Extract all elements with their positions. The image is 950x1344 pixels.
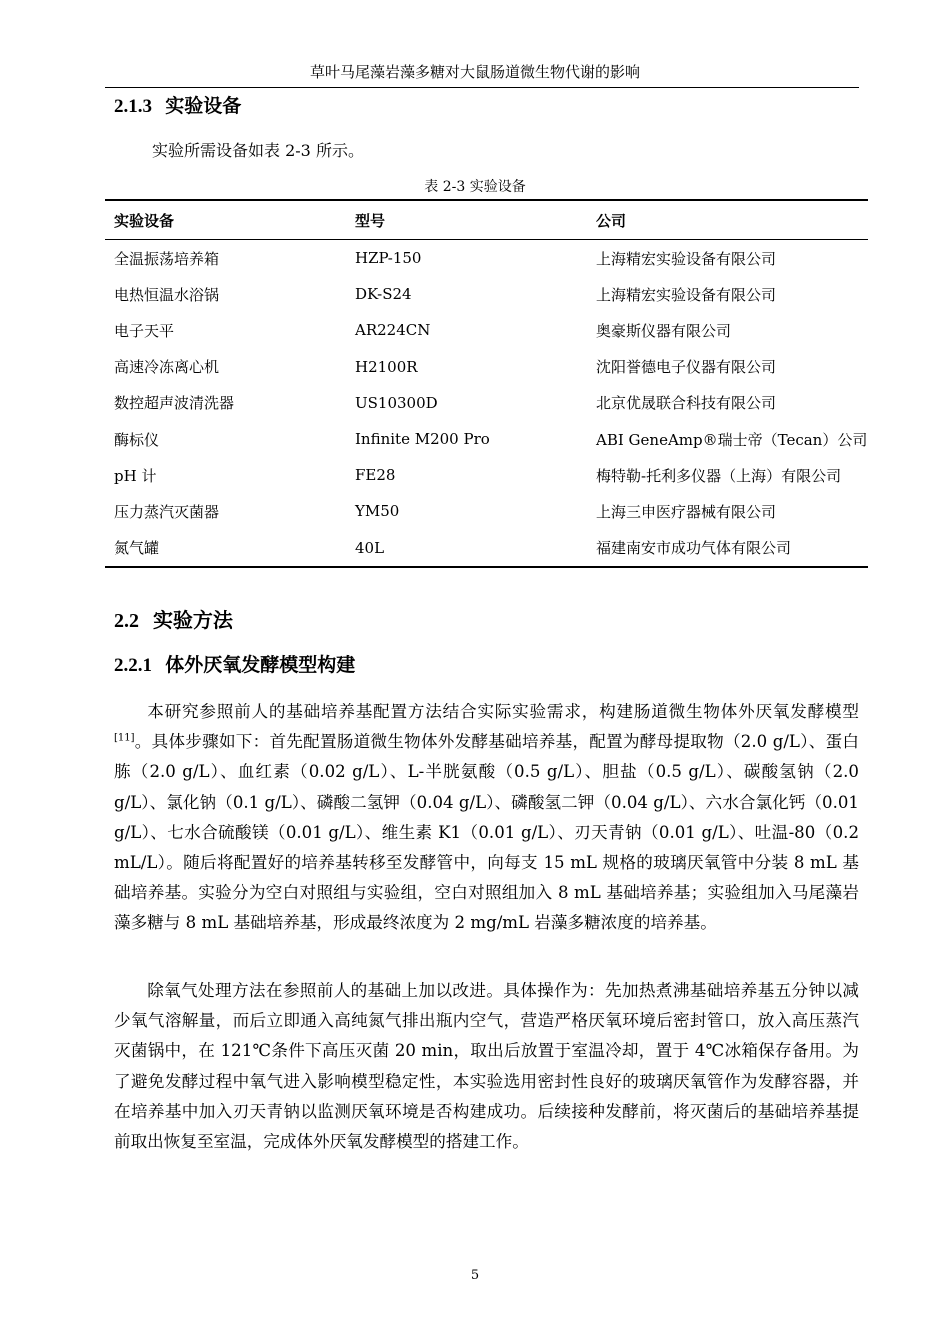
table-row: [105, 276, 868, 312]
section-heading-2-1-3: [114, 94, 241, 119]
company-cell: 沈阳誉德电子仪器有限公司: [596, 358, 777, 377]
equipment-table: [105, 199, 868, 568]
model-cell: 40L: [346, 530, 587, 567]
equipment-cell: 氮气罐: [105, 530, 346, 567]
company-cell: 北京优晟联合科技有限公司: [596, 394, 777, 413]
company-cell: ABI GeneAmp®瑞士帝（Tecan）公司: [596, 430, 868, 449]
model-cell: AR224CN: [355, 321, 431, 340]
company-cell: 上海三申医疗器械有限公司: [596, 502, 777, 521]
column-header-company: 公司: [587, 200, 868, 240]
page-number: 5: [470, 1268, 480, 1283]
column-header-model: 型号: [346, 200, 587, 240]
section-number: 2.1.3: [114, 96, 152, 117]
model-cell: H2100R: [355, 357, 418, 376]
table-row: [105, 349, 868, 385]
table-row: [105, 312, 868, 348]
company-cell: 福建南安市成功气体有限公司: [587, 530, 868, 567]
equipment-cell: pH 计: [114, 466, 157, 485]
equipment-cell: 数控超声波清洗器: [114, 394, 235, 413]
body-paragraph-1: [114, 697, 859, 939]
equipment-cell: 全温振荡培养箱: [114, 249, 220, 268]
intro-sentence: 实验所需设备如表 2-3 所示。: [152, 141, 364, 160]
paragraph-text: 除氧气处理方法在参照前人的基础上加以改进。具体操作为：先加热煮沸基础培养基五分钟以减少氧气溶解量，而后立即通入高纯氮气排出瓶内空气，营造严格厌氧环境后密封管口，放入高压蒸汽灭菌锅中，在 121℃条件下高压灭菌 20 min，取出后放置于室温冷却，置于 4℃冰箱保存备用。为了避免发酵过程中氧气进入影响模型稳定性，本实验选用密封性良好的玻璃厌氧管作为发酵容器，并在培养基中加入刃天青钠以监测厌氧环境是否构建成功。后续接种发酵前，将灭菌后的基础培养基提前取出恢复至室温，完成体外厌氧发酵模型的搭建工作。: [114, 981, 859, 1152]
table-row: [105, 240, 868, 277]
section-title: 实验设备: [165, 95, 242, 117]
company-cell: 梅特勒-托利多仪器（上海）有限公司: [596, 466, 842, 485]
company-cell: 奥豪斯仪器有限公司: [596, 321, 732, 340]
citation-marker[interactable]: [11]: [114, 732, 135, 744]
table-caption: 表 2-3 实验设备: [424, 179, 526, 195]
model-cell: YM50: [355, 502, 400, 521]
header-rule: [105, 87, 859, 88]
company-cell: 上海精宏实验设备有限公司: [596, 249, 777, 268]
table-header-row: [105, 200, 868, 240]
section-number: 2.2.1: [114, 655, 152, 676]
table-row: [105, 457, 868, 493]
table-row: [105, 421, 868, 457]
section-heading-2-2: [114, 607, 233, 634]
body-paragraph-2: [114, 976, 859, 1157]
table-row: [105, 385, 868, 421]
section-title: 实验方法: [152, 608, 233, 632]
column-header-equipment: 实验设备: [105, 200, 346, 240]
model-cell: HZP-150: [355, 249, 422, 268]
paragraph-text: 本研究参照前人的基础培养基配置方法结合实际实验需求，构建肠道微生物体外厌氧发酵模型: [147, 702, 859, 721]
section-number: 2.2: [114, 610, 139, 632]
table-row: [105, 530, 868, 567]
equipment-cell: 高速冷冻离心机: [114, 358, 220, 377]
paragraph-text: 。具体步骤如下：首先配置肠道微生物体外发酵基础培养基，配置为酵母提取物（2.0 g/L）、蛋白胨（2.0 g/L）、血红素（0.02 g/L）、L-半胱氨酸（0.5 g/L）、胆盐（0.5 g/L）、碳酸氢钠（2.0 g/L）、氯化钠（0.1 g/L）、磷酸二氢钾（0.04 g/L）、磷酸氢二钾（0.04 g/L）、六水合氯化钙（0.01 g/L）、七水合硫酸镁（0.01 g/L）、维生素 K1（0.01 g/L）、刃天青钠（0.01 g/L）、吐温-80（0.2 mL/L）。随后将配置好的培养基转移至发酵管中，向每支 15 mL 规格的玻璃厌氧管中分装 8 mL 基础培养基。实验分为空白对照组与实验组，空白对照组加入 8 mL 基础培养基；实验组加入马尾藻岩藻多糖与 8 mL 基础培养基，形成最终浓度为 2 mg/mL 岩藻多糖浓度的培养基。: [114, 732, 859, 933]
section-heading-2-2-1: [114, 653, 355, 678]
equipment-cell: 压力蒸汽灭菌器: [114, 502, 220, 521]
model-cell: US10300D: [355, 393, 438, 412]
model-cell: FE28: [355, 466, 396, 485]
equipment-cell: 电热恒温水浴锅: [114, 285, 220, 304]
equipment-cell: 酶标仪: [114, 430, 160, 449]
running-header: 草叶马尾藻岩藻多糖对大鼠肠道微生物代谢的影响: [309, 63, 640, 81]
equipment-cell: 电子天平: [114, 321, 175, 340]
section-title: 体外厌氧发酵模型构建: [165, 654, 356, 676]
model-cell: Infinite M200 Pro: [355, 430, 490, 449]
model-cell: DK-S24: [355, 285, 412, 304]
company-cell: 上海精宏实验设备有限公司: [596, 285, 777, 304]
table-row: [105, 493, 868, 529]
